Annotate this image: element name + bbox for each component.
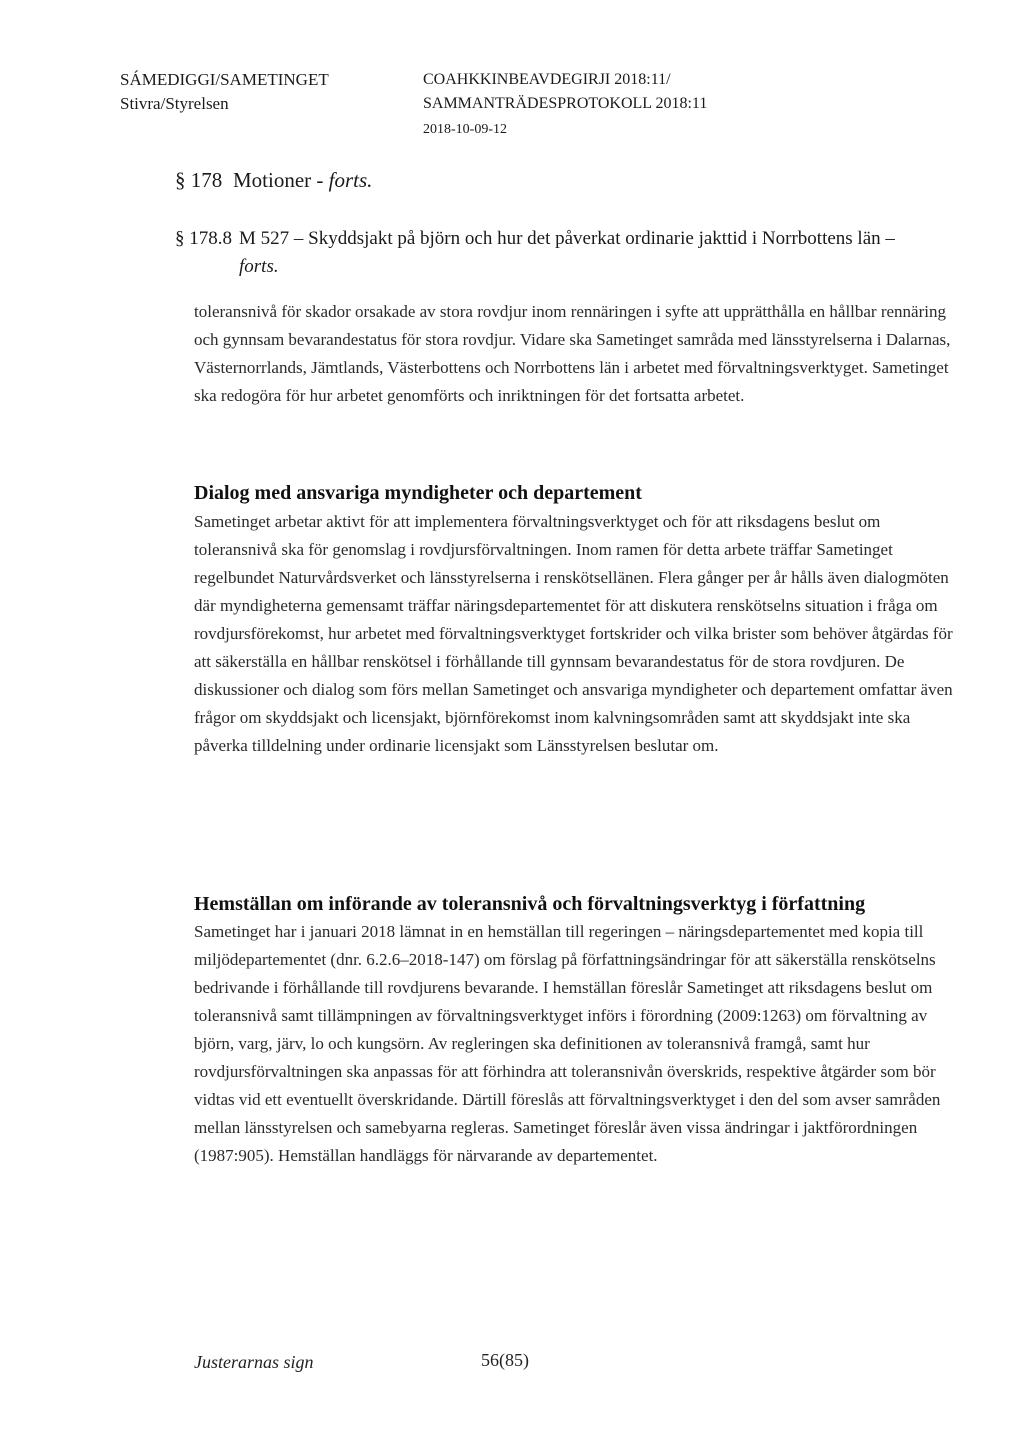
subsection-number-label: § 178.8 [175, 228, 232, 249]
protocol-line-2: SAMMANTRÄDESPROTOKOLL 2018:11 [423, 95, 708, 112]
heading-dialog: Dialog med ansvariga myndigheter och departement [194, 482, 642, 504]
header-organization [120, 68, 329, 116]
protocol-date: 2018-10-09-12 [423, 122, 507, 137]
subsection-title: M 527 – Skyddsjakt på björn och hur det påverkat ordinarie jakttid i Norrbottens län – forts. [239, 228, 895, 277]
section-heading [175, 168, 372, 193]
paragraph-2: Sametinget arbetar aktivt för att implementera förvaltningsverktyget och för att riksdagens beslut om toleransnivå ska för genomslag i rovdjursförvaltningen. Inom ramen för detta arbete träffar Sametinget regelbundet Naturvårdsverket och länsstyrelserna i renskötsellänen. Flera gånger per år hålls även dialogmöten där myndigheterna gemensamt träffar näringsdepartementet för att diskutera renskötselns situation i fråga om rovdjursförekomst, hur arbetet med förvaltningsverktyget fortskrider och vilka brister som behöver åtgärdas för att säkerställa en hållbar renskötsel i förhållande till gynnsam bevarandestatus för de stora rovdjuren. De diskussioner och dialog som förs mellan Sametinget och ansvariga myndigheter och departement omfattar även frågor om skyddsjakt och licensjakt, björnförekomst inom kalvningsområden samt att skyddsjakt inte ska påverka tilldelning under ordinarie licensjakt som Länsstyrelsen beslutar om. [194, 512, 953, 755]
paragraph-1: toleransnivå för skador orsakade av stora rovdjur inom rennäringen i syfte att upprätthålla en hållbar rennäring och gynnsam bevarandestatus för stora rovdjur. Vidare ska Sametinget samråda med länsstyrelserna i Dalarnas, Västernorrlands, Jämtlands, Västerbottens och Norrbottens län i arbetet med förvaltningsverktyget. Sametinget ska redogöra för hur arbetet genomförts och inriktningen för det fortsatta arbetet. [194, 302, 951, 405]
protocol-line-1: COAHKKINBEAVDEGIRJI 2018:11/ [423, 71, 671, 88]
heading-hemstallan: Hemställan om införande av toleransnivå och förvaltningsverktyg i författning [194, 893, 866, 915]
footer-page-number: 56(85) [481, 1350, 529, 1370]
section-title: Motioner - forts. [233, 168, 373, 192]
header-protocol [423, 68, 707, 142]
paragraph-3: Sametinget har i januari 2018 lämnat in en hemställan till regeringen – näringsdepartementet med kopia till miljödepartementet (dnr. 6.2.6–2018-147) om förslag på författningsändringar för att säkerställa renskötselns bedrivande i förhållande till rovdjurens bevarande. I hemställan föreslår Sametinget att riksdagens beslut om toleransnivå samt tillämpningen av förvaltningsverktyget införs i förordning (2009:1263) om förvaltning av björn, varg, järv, lo och kungsörn. Av regleringen ska definitionen av toleransnivå framgå, samt hur rovdjursförvaltningen ska anpassas för att förhindra att toleransnivån överskrids, respektive åtgärder som bör vidtas vid ett eventuellt överskridande. Därtill föreslås att förvaltningsverktyget i den del som avser samråden mellan länsstyrelsen och samebyarna regleras. Sametinget föreslår även vissa ändringar i jaktförordningen (1987:905). Hemställan handläggs för närvarande av departementet. [194, 922, 941, 1165]
subsection-heading-text [175, 225, 970, 281]
footer-sign-label: Justerarnas sign [194, 1352, 314, 1372]
section-number: § 178 [175, 168, 223, 192]
org-line-1: SÁMEDIGGI/SAMETINGET [120, 70, 329, 89]
org-line-2: Stivra/Styrelsen [120, 94, 229, 113]
